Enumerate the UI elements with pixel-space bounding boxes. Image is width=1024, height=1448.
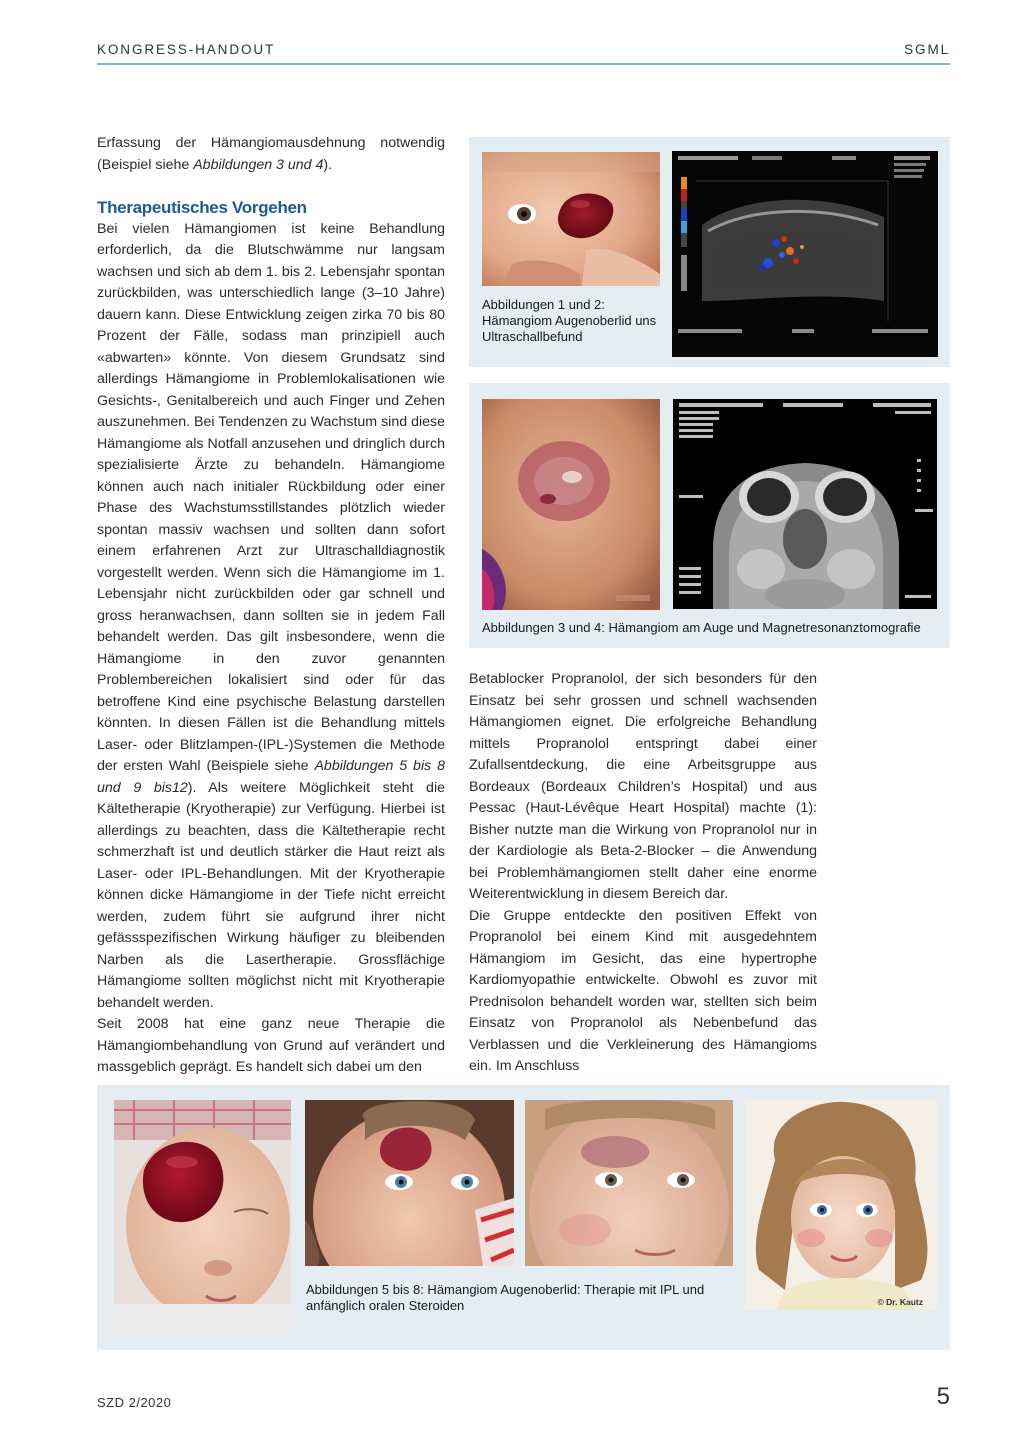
figure-caption-5-8: Abbildungen 5 bis 8: Hämangiom Augenoberlid: Therapie mit IPL und anfänglich oralen Steroiden (306, 1282, 705, 1313)
ultrasound-image (672, 151, 938, 357)
intro-end: ). (323, 156, 333, 173)
running-header-journal: SGML (904, 42, 950, 57)
intro-figure-ref: Abbildungen 3 und 4 (193, 156, 324, 173)
footer-issue: SZD 2/2020 (97, 1395, 172, 1410)
photo-during-treatment-1 (305, 1100, 514, 1266)
photo-before-treatment (114, 1100, 291, 1334)
paragraph-therapy-text: Bei vielen Hämangiomen ist keine Behandlung erforderlich, da die Blutschwämme nur langsam wachsen und sich ab dem 1. bis 2. Lebensjahr spontan zurückbilden, was unterschiedlich lange (3–10 Jahre) dauern kann. Diese Entwicklung zeigen zirka 70 bis 80 Prozent der Fälle, sodass man prinzipiell auch «abwarten» könnte. Von diesem Grundsatz sind allerdings Hämangiome in Problemlokalisationen wie Gesichts-, Genitalbereich und auch Finger und Zehen auszunehmen. Bei Tendenzen zu Wachstum sind diese Hämangiome als Notfall anzusehen und dringlich durch spezialisierte Ärzte zu behandeln. Hämangiome können auch nach initialer Rückbildung oder einer Phase des Wachstumsstillstandes plötzlich wieder spontan massiv wachsen und sollten dann sofort einem erfahrenen Arzt zur Ultraschalldiagnostik vorgestellt werden. Wenn sich die Hämangiome im 1. Lebensjahr nicht zurückbilden oder gar schnell und gross heranwachsen, dann sollten sie in jedem Fall behandelt werden. Das gilt insbesondere, wenn die Hämangiome in den zuvor genannten Problembereichen lokalisiert sind oder für das betroffene Kind eine psychische Belastung darstellen könnten. In diesen Fällen ist die Behandlung mittels Laser- oder Blitzlampen-(IPL-)Systemen die Methode der ersten Wahl (Beispiele siehe (97, 220, 445, 774)
figure-box-1-2 (469, 137, 950, 367)
figure-box-5-8 (97, 1085, 950, 1350)
figure-caption-3-4: Abbildungen 3 und 4: Hämangiom am Auge und Magnetresonanztomografie (482, 620, 921, 635)
running-header-title: KONGRESS-HANDOUT (97, 42, 276, 57)
right-text-column (469, 669, 817, 1078)
paragraph-discovery: Die Gruppe entdeckte den positiven Effekt von Propranolol bei einem Kind mit ausgedehntem Hämangiom im Gesicht, das eine hypertrophe Kardiomyopathie entwickelte. Obwohl es zuvor mit Prednisolon behandelt worden war, stellten sich beim Einsatz von Propranolol als Nebenbefund das Verblassen und die Verkleinerung des Hämangioms ein. Im Anschluss (469, 907, 817, 1074)
paragraph-figure-ref: Abbildungen 5 bis 8 und 9 bis12 (97, 758, 445, 796)
copyright-label: © Dr. Kautz (877, 1297, 923, 1307)
photo-eye-hemangioma (482, 399, 660, 610)
figure-box-3-4 (469, 383, 950, 648)
paragraph-therapy (97, 219, 445, 1015)
figure-caption-1-2: Abbildungen 1 und 2: Hämangiom Augenoberlid uns Ultraschallbefund (482, 297, 657, 344)
section-heading: Therapeutisches Vorgehen (97, 198, 307, 217)
left-text-column (97, 133, 445, 1079)
photo-after-treatment (745, 1100, 937, 1310)
intro-paragraph (97, 133, 445, 176)
paragraph-propranolol: Betablocker Propranolol, der sich besonders für den Einsatz bei sehr grossen und schnell wachsenden Hämangiomen eignet. Die erfolgreiche Behandlung mittels Propranolol entspringt dabei einer Zufallsentdeckung, die eine Arbeitsgruppe aus Bordeaux (Bordeaux Children’s Hospital) und aus Pessac (Haut-Lévêque Heart Hospital) machte (1): Bisher nutzte man die Wirkung von Propranolol nur in der Kardiologie als Beta-2-Blocker – die Anwendung bei Problemhämangiomen stellt daher eine enorme Weiterentwicklung in diesem Bereich dar. (469, 671, 817, 902)
photo-eyelid-hemangioma (482, 152, 660, 286)
paragraph-therapy-text-cont: ). Als weitere Möglichkeit steht die Kältetherapie (Kryotherapie) zur Verfügung. Hierbei ist allerdings zu beachten, dass die Kältetherapie recht schmerzhaft ist und deutlich stärker die Haut reizt als Laser- oder IPL-Behandlungen. Mit der Kryotherapie können dicke Hämangiome in der Tiefe nicht erreicht werden, zudem führt sie aufgrund ihrer nicht gefässspezifischen Wirkung häufiger zu bleibenden Narben als die Lasertherapie. Grossflächige Hämangiome sollten möglichst nicht mit Kryotherapie behandelt werden. (97, 779, 445, 1011)
mri-image (673, 399, 937, 609)
header-rule (97, 63, 950, 65)
page-number: 5 (936, 1383, 950, 1410)
photo-during-treatment-2 (525, 1100, 733, 1266)
intro-text: Erfassung der Hämangiomausdehnung notwendig (Beispiel siehe (97, 135, 445, 173)
paragraph-new-therapy: Seit 2008 hat eine ganz neue Therapie die Hämangiombehandlung von Grund auf verändert und massgeblich geprägt. Es handelt sich dabei um den (97, 1016, 445, 1075)
